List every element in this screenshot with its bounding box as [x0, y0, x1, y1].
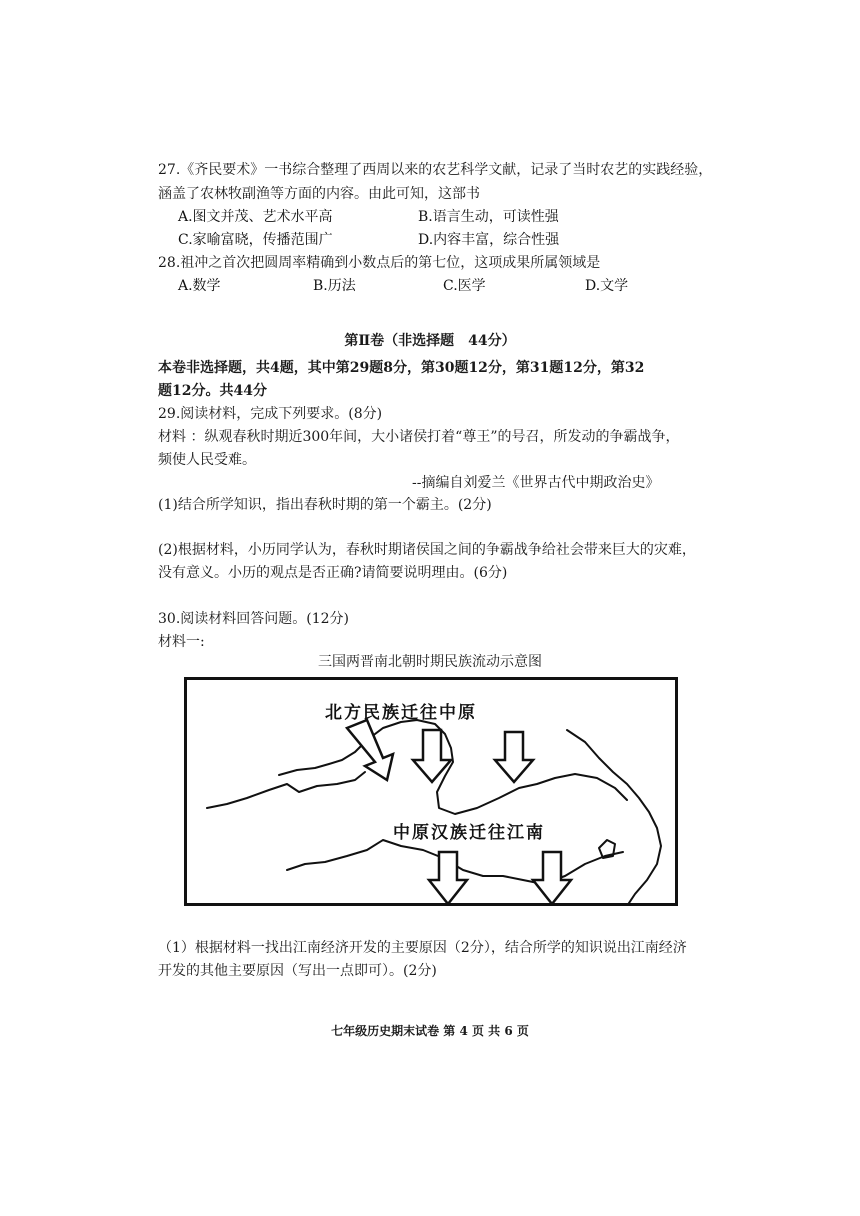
- q29-material-line1: 材料 ：纵观春秋时期近300年间，大小诸侯打着“尊王”的号召，所发动的争霸战争，: [158, 429, 680, 445]
- eastern-coast-line: [567, 730, 661, 906]
- map-label-north: 北方民族迁往中原: [325, 703, 477, 723]
- western-boundary-line: [207, 772, 365, 808]
- map-label-south: 中原汉族迁往江南: [393, 823, 545, 843]
- q29-sub2-line1: (2)根据材料，小历同学认为，春秋时期诸侯国之间的争霸战争给社会带来巨大的灾难，: [158, 542, 696, 558]
- q29-material-line2: 频使人民受难。: [158, 452, 256, 468]
- q27-option-d: D.内容丰富，综合性强: [418, 232, 560, 248]
- section-intro-line2: 题12分。共44分: [158, 383, 267, 399]
- q29-sub2-line2: 没有意义。小历的观点是否正确?请简要说明理由。(6分): [158, 565, 508, 581]
- q28-option-d: D.文学: [585, 278, 629, 294]
- south-arrow-1: [429, 852, 467, 904]
- q28-option-a: A.数学: [178, 278, 221, 294]
- q29-stem: 29.阅读材料，完成下列要求。(8分): [158, 406, 383, 422]
- q29-source: --摘编自刘爱兰《世界古代中期政治史》: [412, 475, 660, 491]
- q28-option-c: C.医学: [443, 278, 486, 294]
- q27-option-b: B.语言生动，可读性强: [418, 209, 559, 225]
- q27-stem-line1: 27.《齐民要术》一书综合整理了西周以来的农艺科学文献，记录了当时农艺的实践经验，: [158, 162, 713, 178]
- map-title: 三国两晋南北朝时期民族流动示意图: [318, 654, 542, 670]
- q30-stem: 30.阅读材料回答问题。(12分): [158, 611, 350, 627]
- north-arrow-1: [347, 720, 393, 780]
- q30-sub1-line2: 开发的其他主要原因（写出一点即可）。(2分): [158, 963, 437, 979]
- q27-option-a: A.图文并茂、艺术水平高: [178, 209, 333, 225]
- section-title: 第Ⅱ卷（非选择题 44分）: [344, 333, 516, 349]
- south-arrow-2: [533, 852, 571, 904]
- q30-sub1-line1: （1）根据材料一找出江南经济开发的主要原因（2分），结合所学的知识说出江南经济: [158, 940, 687, 956]
- q29-sub1: (1)结合所学知识，指出春秋时期的第一个霸主。(2分): [158, 497, 492, 513]
- section-intro-line1: 本卷非选择题，共4题，其中第29题8分，第30题12分，第31题12分，第32: [158, 360, 645, 376]
- q30-material-label: 材料一:: [158, 634, 205, 650]
- q27-option-c: C.家喻富晓，传播范围广: [178, 232, 333, 248]
- page-footer: 七年级历史期末试卷 第 4 页 共 6 页: [331, 1024, 529, 1038]
- q27-stem-line2: 涵盖了农林牧副渔等方面的内容。由此可知，这部书: [158, 186, 480, 202]
- q28-stem: 28.祖冲之首次把圆周率精确到小数点后的第七位，这项成果所属领域是: [158, 255, 601, 271]
- north-arrow-3: [495, 732, 533, 782]
- migration-map: [184, 677, 678, 906]
- q28-option-b: B.历法: [313, 278, 356, 294]
